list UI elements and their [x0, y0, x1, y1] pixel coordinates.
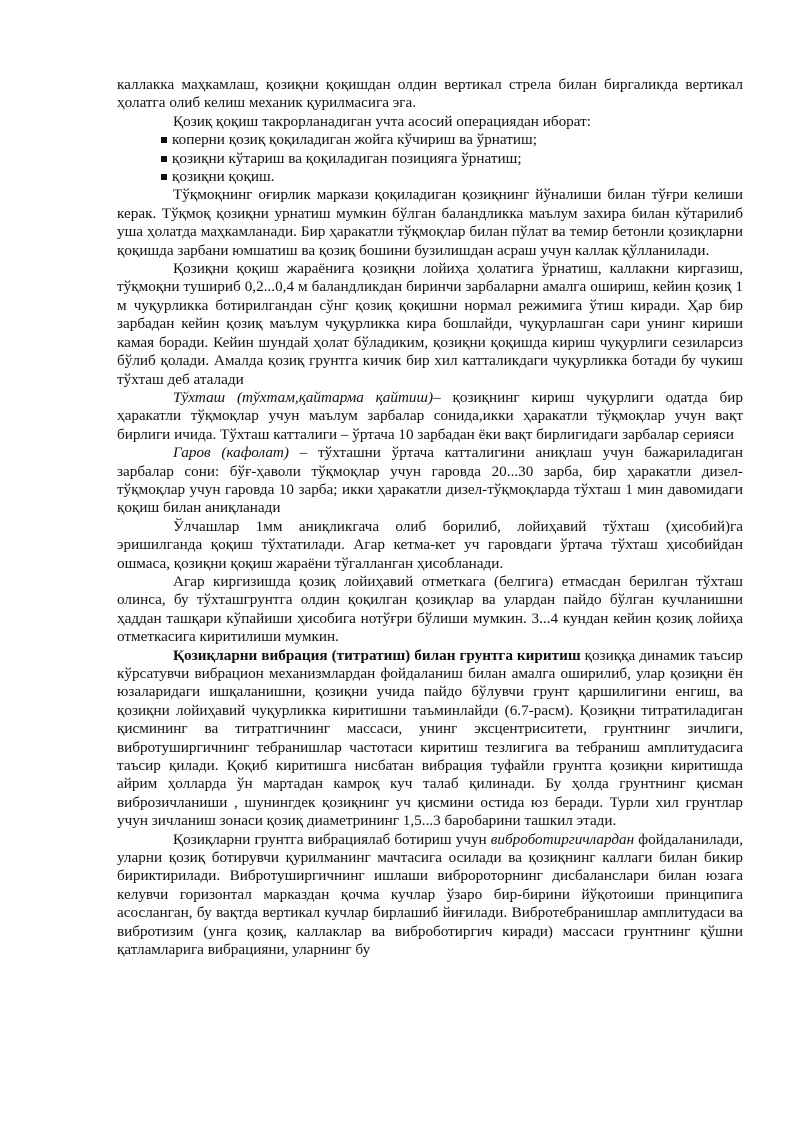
paragraph-hammer-center: Тўқмоқнинг оғирлик маркази қоқиладиган қозиқнинг йўналиши билан тўғри келиши керак. Тўқмоқ қозиқни урнатиш мумкин бўлган баландликка маълум захира билан кўтарилиб уша ҳолатда маҳкамланади. Бир ҳаракатли тўқмоқлар билан пўлат ва темир бетонли қозиқларни қоқишда зарбани юмшатиш ва қозиқ бошини бузилишдан асраш учун каллак қўлланилади. [117, 186, 743, 259]
vibrodrivers-text-rest: фойдаланилади, уларни қозиқ ботирувчи қурилманинг мачтасига осилади ва қозиқнинг каллаги билан бикир бириктирилади. Вибротуширгичнинг ишлаши вибророторнинг дисбаланслари билан юзага келувчи горизонтал марказдан қочма кучлар ўзаро бир-бирини йўқотоиши принципига асосланган, бу вақтда вертикал кучлар бирлашиб йиғилади. Вибротебранишлар амплитудаси ва вибротизим (унга қозиқ, каллаклар ва виброботиргич киради) массаси грунтнинг қўшни қатламларига вибрацияни, уларнинг бу [117, 830, 743, 959]
operations-list [117, 131, 743, 186]
term-refusal: Тўхташ (тўхтам,қайтарма қайтиш) [173, 388, 434, 406]
term-vibrodrivers: виброботиргичлардан [490, 830, 635, 848]
list-item-text: қозиқни қоқиш. [172, 168, 275, 186]
list-item [161, 168, 743, 186]
document-body [117, 76, 743, 960]
paragraph-operations-intro: Қозиқ қоқиш такрорланадиган учта асосий операциядан иборат: [173, 112, 591, 130]
paragraph-vibrodrivers [117, 831, 743, 960]
refusal-text: – қозиқнинг кириш чуқурлиги одатда бир ҳаракатли тўқмоқлар учун маълум зарбалар сонида,икки ҳаракатли тўқмоқлар учун вақт бирлиги ичида. Тўхташ катталиги – ўртача 10 зарбадан ёки вақт бирлигидаги зарбалар серияси [117, 388, 743, 443]
set-text: – тўхташни ўртача катталигини аниқлаш учун бажариладиган зарбалар сони: бўғ-ҳаволи тўқмоқлар учун гаровда 20...30 зарба, бир ҳаракатли дизел-тўқмоқлар учун гаровда 10 зарба; икки ҳаракатли дизел-тўқмоқларда тўхташ 1 мин давомидаги қоқиш билан аниқланади [117, 444, 743, 517]
paragraph-measurements: Ўлчашлар 1мм аниқликгача олиб борилиб, лойиҳавий тўхташ (ҳисобий)га эришилганда қоқиш тўхтатилади. Агар кетма-кет уч гаровдаги ўртача тўхташ ҳисобийдан ошмаса, қозиқни қоқиш жараёни тўгалланган ҳисобланади. [117, 517, 743, 572]
paragraph-design-mark: Агар киргизишда қозиқ лойиҳавий отметкага (белгига) етмасдан берилган тўхташ олинса, бу тўхташгрунтга олдин қоқилган қозиқлар ва улардан пайдо бўлган кучланишни ҳаддан ташқари кўпайиши ҳисобига нотўғри бўлиши мумкин. 3...4 кундан кейин қозиқ лойиҳа отметкасига киритилиши мумкин. [117, 572, 743, 646]
paragraph-vibration-driving [117, 647, 743, 831]
list-item-text: коперни қозиқ қоқиладиган жойга кўчириш ва ўрнатиш; [172, 131, 537, 149]
vibration-text: қозиққа динамик таъсир кўрсатувчи вибрацион механизмлардан фойдаланиш билан амалга оширилиб, улар қозиқни ён юзаларидаги ишқаланишни, қозиқни учида пайдо бўлувчи грунт қаршилигини енгиш, ва қозиқни лойиҳавий чуқурликка киритишни таъминлайди (6.7-расм). Қозиқни титратиладиган қисмининг ва титратгичнинг массаси, унинг эксцентриситети, грунтнинг зичлиги, вибротуширгичнинг тебранишлар частотаси киритиш тезлигига ва тебраниш амплитудасига таъсир қилади. Қоқиб киритишга нисбатан вибрация туфайли грунтга қозиқни киритишда айрим ҳолларда ўн мартадан камроқ куч талаб қилинади. Бу ҳолда грунтнинг қисман виброзичланиши , шунингдек қозиқнинг уч қисмини остида юз беради. Турли хил грунтлар учун зичланиш зонаси қозиқ диаметрининг 1,5...3 баробарини ташкил этади. [117, 646, 743, 830]
term-set: Гаров (кафолат) [173, 444, 289, 462]
bullet-icon [161, 174, 167, 180]
bullet-icon [161, 156, 167, 162]
list-item [161, 150, 743, 168]
paragraph-driving-process: Қозиқни қоқиш жараёнига қозиқни лойиҳа ҳолатига ўрнатиш, каллакни киргазиш, тўқмоқни тушириб 0,2...0,4 м баландликдан биринчи зарбаларни амалга ошириш, кейин қозиқ 1 м чуқурликка ботирилгандан сўнг қозиқ қоқишни нормал режимига ўтиш киради. Ҳар бир зарбадан кейин қозиқ маълум чуқурликка кира бошлайди, чуқурлашган сари унинг кириши камая боради. Кейин шундай ҳолат бўладиким, қозиқни қоқишда кириш чуқурлиги сезиларсиз бўлиб қолади. Амалда қозиқ грунтга кичик бир хил катталикдаги чуқурликка ботади бу чукиш тўхташ деб аталади [117, 260, 743, 388]
vibrodrivers-text-start: Қозиқларни грунтга вибрациялаб ботириш учун [173, 830, 491, 848]
paragraph-continuation: каллакка маҳкамлаш, қозиқни қоқишдан олдин вертикал стрела билан биргаликда вертикал ҳолатга олиб келиш механик қурилмасига эга. [117, 76, 743, 112]
paragraph-refusal-definition [117, 389, 743, 444]
heading-vibration-driving: Қозиқларни вибрация (титратиш) билан грунтга киритиш [173, 646, 581, 664]
list-item [161, 131, 743, 149]
bullet-icon [161, 137, 167, 143]
paragraph-set-definition [117, 444, 743, 518]
list-item-text: қозиқни кўтариш ва қоқиладиган позицияга ўрнатиш; [172, 149, 522, 167]
